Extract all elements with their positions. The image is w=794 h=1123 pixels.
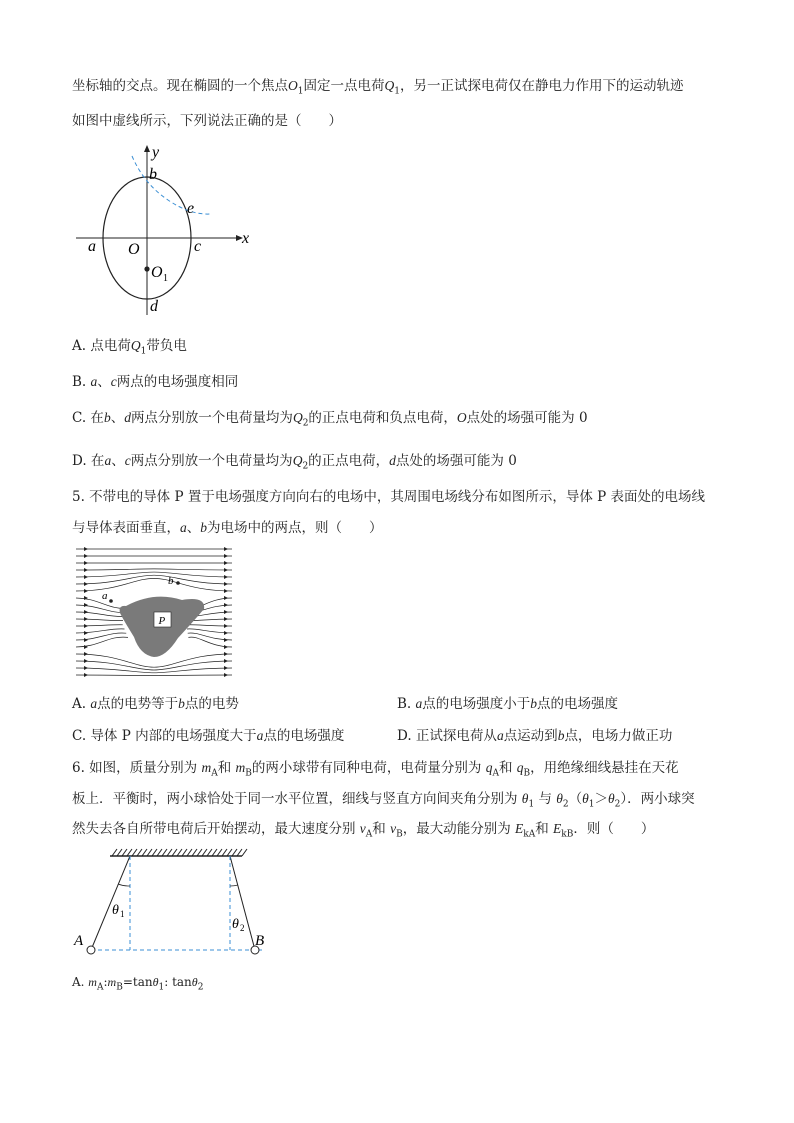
q5-stem-text: 为电场中的两点，则（ ） [207,520,383,536]
point-b [176,581,180,585]
field-arrow-icon [224,575,228,579]
theta-2-subscript: 2 [614,799,621,810]
option-text: 点的电场强度小于 [422,696,531,712]
field-line [188,637,232,647]
thread-b [230,856,255,950]
mass-b-subscript: B [245,768,252,779]
charge-a: q [485,760,493,775]
option-text: 点的电场强度 [263,728,345,744]
option-text: 点的电势 [184,696,239,712]
hatch-mark [202,849,207,856]
theta-2-subscript: 2 [197,982,204,993]
option-text: C. 导体 P 内部的电场强度大于 [72,728,257,744]
mass-a-subscript: A [211,768,218,779]
theta-2: θ [556,791,563,806]
q6-stem-line2 [72,787,695,810]
ratio-colon: : [103,975,108,989]
field-arrow-icon [84,554,88,558]
separator: 、 [110,410,125,426]
option-text: 点处的场强可能为 0 [395,453,517,469]
q5-stem-line1: 5. 不带电的导体 P 置于电场强度方向向右的电场中，其周围电场线分布如图所示，导体 P 表面处的电场线 [72,489,706,505]
mass-b-subscript: B [116,982,123,993]
conjunction: 和 [498,760,513,776]
q6-stem-text: ．则（ ） [573,821,655,837]
field-arrow-icon [84,610,88,614]
q4-option-c[interactable] [72,406,588,429]
option-text: D. 正试探电荷从 [397,728,497,744]
hatch-mark [192,849,197,856]
q6-stem-text: 板上．平衡时，两小球恰处于同一水平位置，细线与竖直方向间夹角分别为 [72,791,518,807]
hatch-mark [182,849,187,856]
hatch-mark [147,849,152,856]
hatch-mark [127,849,132,856]
var-a: a [496,728,504,743]
point-c-label: c [194,238,202,255]
hatch-mark [142,849,147,856]
field-arrow-icon [224,582,228,586]
q6-stem-text: 然失去各自所带电荷后开始摆动，最大速度分别 [72,821,356,837]
conjunction: 与 [538,791,552,807]
field-arrow-icon [84,568,88,572]
hatch-mark [112,849,117,856]
var-c: c [124,453,131,468]
hatch-mark [197,849,202,856]
kinetic-energy-b: E [553,821,562,836]
point-d-label: d [150,298,158,315]
origin-label: O [128,241,140,258]
paren-open: （ [568,791,583,807]
var-a: a [256,728,264,743]
option-text: D. 在 [72,453,105,469]
option-text: 点的电场强度 [537,696,619,712]
charge-subscript: 1 [394,86,400,97]
option-text: =tan [122,975,153,989]
field-arrow-icon [224,547,228,551]
conjunction: 和 [372,821,386,837]
charge-symbol: Q [384,78,395,93]
q4-option-b[interactable] [72,370,238,390]
option-text: : tan [164,975,192,989]
q6-stem-text: ，用绝缘细线悬挂在天花 [530,760,679,776]
charge-subscript: 1 [140,346,147,357]
ellipse-figure [72,140,257,318]
focus-label: O [151,264,163,281]
option-text: 两点分别放一个电荷量均为 [130,410,293,426]
theta-1-subscript: 1 [158,982,165,993]
ceiling-hatch [112,849,247,856]
field-arrow-icon [84,624,88,628]
trajectory-dashed [132,156,210,214]
q4-stem-text: 固定一点电荷 [303,78,385,94]
point-a-label: a [102,590,108,602]
point-a-label: a [88,238,96,255]
hatch-mark [222,849,227,856]
mass-a: m [201,760,212,775]
q5-stem-line2 [72,516,383,536]
theta-2-subscript: 2 [562,799,569,810]
hatch-mark [242,849,247,856]
field-arrow-icon [224,631,228,635]
var-b: b [557,728,565,743]
q5-option-c[interactable] [72,724,344,744]
option-text: 的正点电荷， [308,453,390,469]
q5-option-a[interactable] [72,692,239,712]
q4-option-a[interactable] [72,334,187,357]
var-a: a [180,520,187,535]
q4-stem-line2: 如图中虚线所示，下列说法正确的是（ ） [72,113,342,129]
theta-1: θ [582,791,589,806]
hatch-mark [137,849,142,856]
field-arrow-icon [84,617,88,621]
q5-stem-text: 与导体表面垂直， [72,520,180,536]
charge-subscript: 2 [302,461,309,472]
var-b: b [103,410,111,425]
q6-stem-line3 [72,817,654,840]
charge-subscript: 2 [302,418,309,429]
pendulum-figure [72,846,272,961]
q4-stem-text: 坐标轴的交点。现在椭圆的一个焦点 [72,78,288,94]
var-a: a [104,453,112,468]
option-text: 点处的场强可能为 0 [466,410,588,426]
charge-b: q [516,760,524,775]
field-arrow-icon [224,554,228,558]
q6-stem-text: ，最大动能分别为 [402,821,511,837]
focus-subscript: 1 [297,86,304,97]
kinetic-energy-a-subscript: kA [523,829,536,840]
option-text: A. [72,696,91,712]
hatch-mark [187,849,192,856]
hatch-mark [132,849,137,856]
q6-stem-text: 6. 如图，质量分别为 [72,760,198,776]
angle-arc-2 [230,885,238,886]
focus-point [144,266,149,271]
field-arrow-icon [224,666,228,670]
charge-symbol: Q [130,338,141,353]
charge-symbol: Q [292,453,303,468]
thread-a [91,856,130,950]
option-text: 带负电 [146,338,187,354]
theta-2: θ [608,791,615,806]
q6-stem-text: ）．两小球突 [620,791,695,807]
var-o: O [456,410,467,425]
velocity-b: v [390,821,397,836]
charge-b-subscript: B [523,768,531,779]
field-line [76,569,232,570]
var-d: d [389,453,396,468]
field-arrow-icon [84,575,88,579]
theta-1: θ [521,791,529,806]
var-a: a [90,374,98,389]
field-arrow-icon [84,631,88,635]
var-d: d [124,410,131,425]
field-line [76,637,128,647]
label-b: B [255,933,265,949]
field-arrow-icon [84,589,88,593]
theta-2-label-subscript: 2 [240,923,245,933]
field-arrow-icon [224,645,228,649]
var-b: b [178,696,185,711]
hatch-mark [212,849,217,856]
point-e-label: e [187,200,195,217]
option-text: C. 在 [72,410,104,426]
field-line [76,605,127,612]
field-arrow-icon [224,561,228,565]
hatch-mark [227,849,232,856]
var-a: a [415,696,423,711]
field-arrow-icon [224,589,228,593]
field-arrow-icon [224,610,228,614]
mass-a: m [88,975,97,989]
field-arrow-icon [84,582,88,586]
field-line [76,633,126,640]
field-line [76,625,123,626]
hatch-mark [162,849,167,856]
theta-1-label: θ [112,903,119,918]
theta-2-label: θ [232,917,239,932]
hatch-mark [177,849,182,856]
hatch-mark [157,849,162,856]
field-arrow-icon [224,568,228,572]
q6-stem-text: 的两小球带有同种电荷，电荷量分别为 [251,760,482,776]
option-text: B. [72,374,91,390]
field-arrow-icon [224,596,228,600]
var-b: b [530,696,538,711]
field-arrow-icon [84,638,88,642]
field-arrow-icon [84,666,88,670]
q4-stem-line1 [72,74,683,97]
field-arrow-icon [84,547,88,551]
point-b-label: b [168,575,174,587]
q6-option-a[interactable] [72,975,203,992]
hatch-mark [232,849,237,856]
separator: 、 [97,374,111,390]
conjunction: 和 [217,760,232,776]
hatch-mark [122,849,127,856]
q5-option-b[interactable] [397,692,618,712]
label-a: A [74,933,84,949]
var-b: b [200,520,207,535]
angle-arc-1 [118,884,130,886]
var-c: c [110,374,117,389]
option-text: 的正点电荷和负点电荷， [308,410,457,426]
y-axis-label: y [152,144,160,161]
kinetic-energy-a: E [515,821,524,836]
field-arrow-icon [224,673,228,677]
option-text: 点的电势等于 [97,696,179,712]
option-text: A. [72,975,89,989]
field-arrow-icon [84,652,88,656]
velocity-b-subscript: B [396,829,403,840]
label-p: P [158,615,166,627]
option-text: B. [397,696,416,712]
field-arrow-icon [84,603,88,607]
mass-b: m [107,975,117,989]
focus-symbol: O [288,78,298,93]
charge-a-subscript: A [492,768,499,779]
option-text: 两点分别放一个电荷量均为 [130,453,293,469]
ball-a [87,946,95,954]
theta-1-subscript: 1 [528,799,535,810]
theta-1: θ [152,975,159,989]
q5-option-d[interactable] [397,724,672,744]
field-line [76,668,232,673]
separator: 、 [111,453,125,469]
hatch-mark [217,849,222,856]
q6-stem-line1 [72,756,679,779]
theta-2: θ [191,975,198,989]
q4-stem-text: ，另一正试探电荷仅在静电力作用下的运动轨迹 [399,78,684,94]
mass-b: m [235,760,246,775]
field-arrow-icon [224,638,228,642]
option-text: 两点的电场强度相同 [116,374,239,390]
conjunction: 和 [535,821,549,837]
option-text: A. 点电荷 [72,338,131,354]
field-arrow-icon [84,659,88,663]
field-line [76,572,232,577]
q4-option-d[interactable] [72,449,517,472]
velocity-a: v [359,821,366,836]
velocity-a-subscript: A [365,829,373,840]
option-text: 点运动到 [503,728,558,744]
field-arrow-icon [224,659,228,663]
x-axis-label: x [242,230,250,247]
field-line [76,629,125,633]
theta-1-label-subscript: 1 [120,909,125,919]
field-line [76,619,123,621]
hatch-mark [237,849,242,856]
hatch-mark [167,849,172,856]
var-a: a [90,696,98,711]
kinetic-energy-b-subscript: kB [561,829,574,840]
focus-label-subscript: 1 [163,273,168,284]
field-lines-figure [74,543,234,681]
mass-a-subscript: A [96,982,104,993]
hatch-mark [172,849,177,856]
hatch-mark [152,849,157,856]
point-a [109,599,113,603]
option-text: 点，电场力做正功 [564,728,673,744]
field-arrow-icon [224,617,228,621]
charge-symbol: Q [292,410,303,425]
field-arrow-icon [84,673,88,677]
field-arrow-icon [224,603,228,607]
field-arrow-icon [224,652,228,656]
theta-1-subscript: 1 [588,799,595,810]
separator: 、 [186,520,201,536]
field-arrow-icon [84,561,88,565]
point-b-label: b [149,166,157,183]
hatch-mark [117,849,122,856]
hatch-mark [207,849,212,856]
field-line [76,612,125,617]
field-arrow-icon [224,624,228,628]
field-line [76,675,232,676]
greater-than: ＞ [594,791,609,807]
field-line [76,578,232,591]
